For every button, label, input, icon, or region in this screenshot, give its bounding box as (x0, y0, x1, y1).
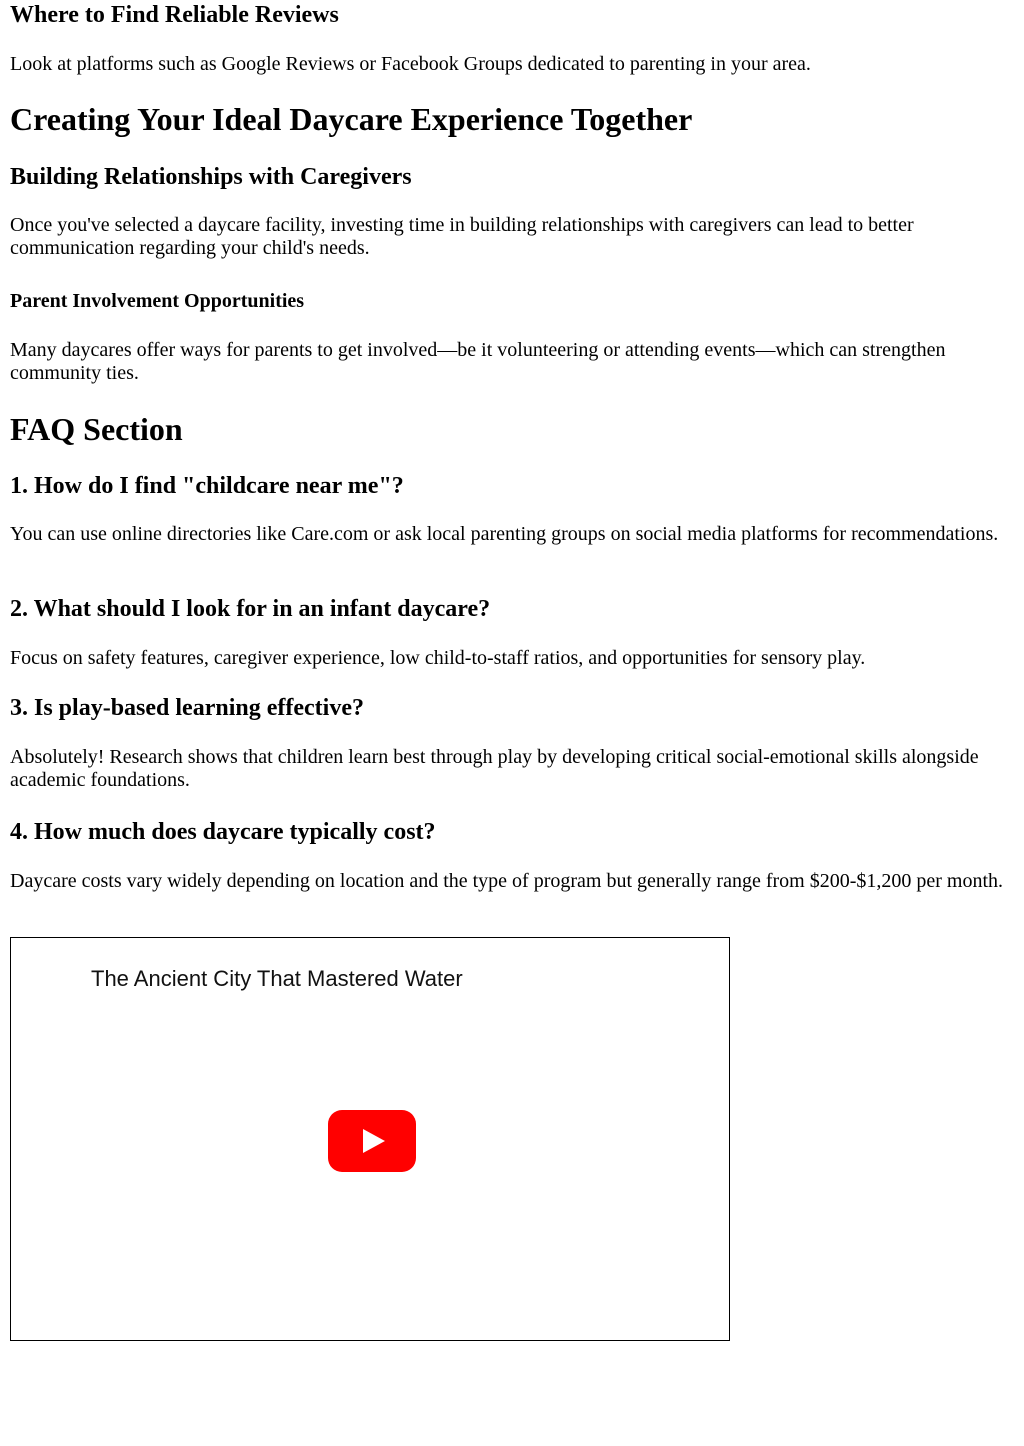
involvement-heading: Parent Involvement Opportunities (10, 290, 305, 312)
faq-answer: You can use online directories like Care.com or ask local parenting groups on social media platforms for recommendations. (10, 523, 999, 545)
faq-answer: Daycare costs vary widely depending on location and the type of program but generally range from $200-$1,200 per month. (10, 870, 1004, 892)
play-button-graphic (328, 1110, 416, 1172)
faq-question: 1. How do I find "childcare near me"? (10, 473, 404, 499)
youtube-play-icon[interactable] (328, 1110, 416, 1172)
reviews-heading: Where to Find Reliable Reviews (10, 2, 339, 28)
faq-answer: Absolutely! Research shows that children learn best through play by developing critical social-emotional skills alongside academic foundations. (10, 746, 979, 791)
embedded-video[interactable] (10, 937, 730, 1341)
faq-heading: FAQ Section (10, 411, 183, 447)
faq-question: 2. What should I look for in an infant daycare? (10, 596, 491, 622)
faq-question: 4. How much does daycare typically cost? (10, 819, 436, 845)
creating-heading: Creating Your Ideal Daycare Experience Together (10, 101, 693, 137)
faq-question: 3. Is play-based learning effective? (10, 695, 364, 721)
reviews-paragraph: Look at platforms such as Google Reviews or Facebook Groups dedicated to parenting in your area. (10, 53, 811, 75)
relationships-heading: Building Relationships with Caregivers (10, 164, 412, 190)
involvement-paragraph: Many daycares offer ways for parents to get involved—be it volunteering or attending events—which can strengthen community ties. (10, 339, 946, 384)
video-title[interactable]: The Ancient City That Mastered Water (91, 966, 463, 991)
relationships-paragraph: Once you've selected a daycare facility, investing time in building relationships with caregivers can lead to better communication regarding your child's needs. (10, 214, 914, 259)
faq-answer: Focus on safety features, caregiver experience, low child-to-staff ratios, and opportunities for sensory play. (10, 647, 866, 669)
